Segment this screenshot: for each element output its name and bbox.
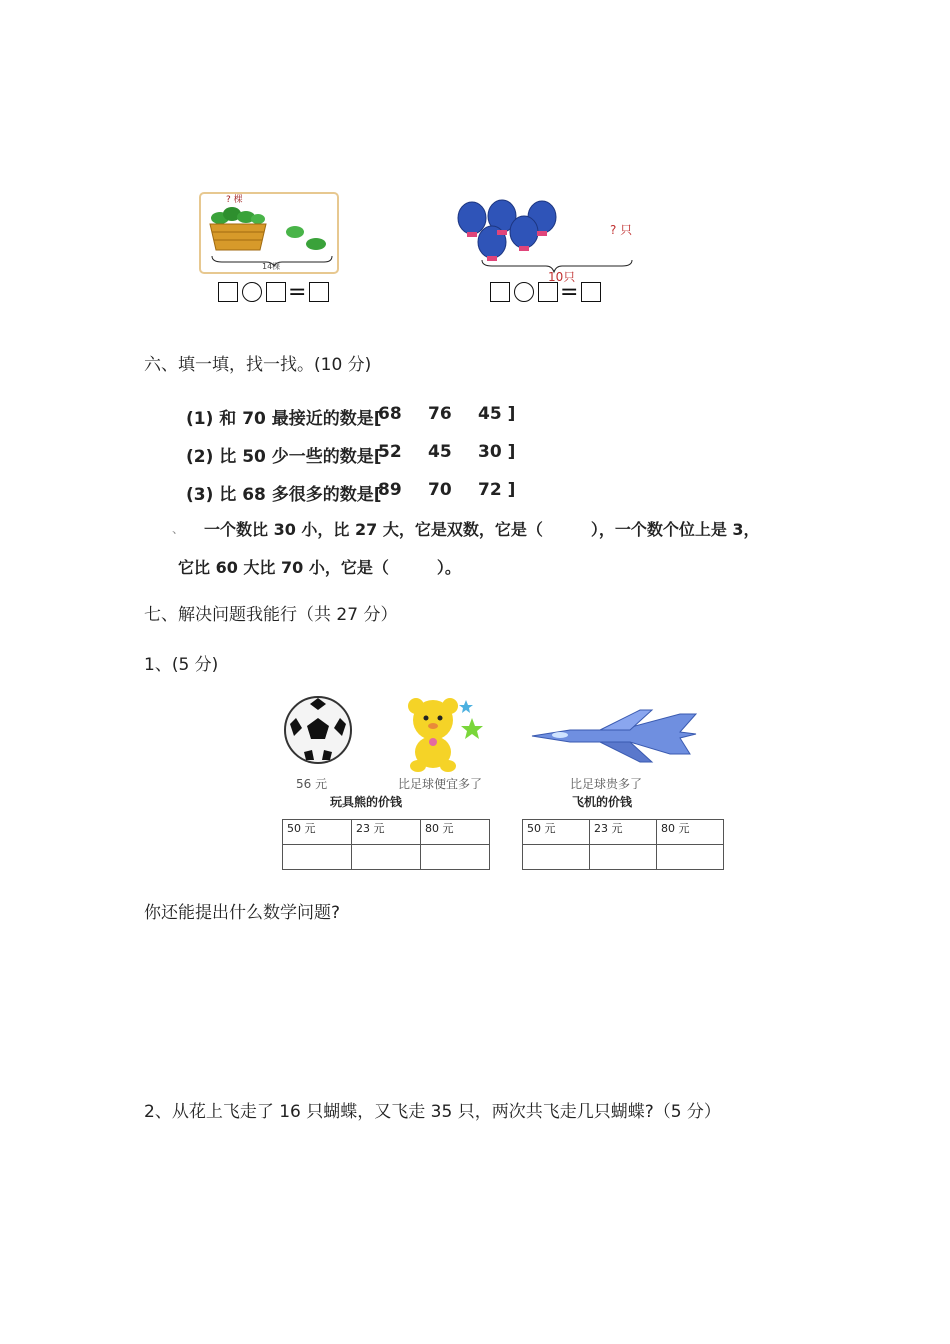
fill-line4-mark: 、 xyxy=(172,522,185,536)
question-mark-label: ? 只 xyxy=(610,223,633,237)
vegetable-problem-figure xyxy=(192,192,340,276)
fill-item-2 xyxy=(186,442,516,467)
fill-question: (2) 比 50 少一些的数是[ xyxy=(186,447,382,467)
bear-table-title: 玩具熊的价钱 xyxy=(330,795,403,809)
bracket-total-label: 14棵 xyxy=(262,262,281,271)
price-option[interactable]: 80 元 xyxy=(421,820,490,845)
section6-title: 六、填一填，找一找。(10 分) xyxy=(144,355,372,375)
soccer-ball-icon xyxy=(282,694,354,766)
section7-title: 七、解决问题我能行（共 27 分） xyxy=(144,605,398,625)
price-option[interactable]: 50 元 xyxy=(283,820,352,845)
fill-line4: 一个数比 30 小，比 27 大，它是双数，它是（ ），一个数个位上是 3， xyxy=(204,520,760,539)
plane-price-table xyxy=(522,819,724,870)
option-c[interactable]: 72 ] xyxy=(478,480,516,500)
price-figure xyxy=(144,686,724,886)
price-option[interactable]: 23 元 xyxy=(590,820,657,845)
fill-item-3 xyxy=(186,480,516,505)
fill-question: (1) 和 70 最接近的数是[ xyxy=(186,409,382,429)
answer-box[interactable] xyxy=(309,282,329,302)
answer-box[interactable] xyxy=(581,282,601,302)
balloon-problem-figure xyxy=(452,196,644,286)
fill-question: (3) 比 68 多很多的数是[ xyxy=(186,485,382,505)
answer-box[interactable] xyxy=(490,282,510,302)
option-b[interactable]: 76 xyxy=(428,404,452,424)
equation-right xyxy=(488,280,603,305)
price-option[interactable]: 50 元 xyxy=(523,820,590,845)
equation-left xyxy=(216,280,331,305)
option-a[interactable]: 89 xyxy=(378,480,402,500)
bracket-total-label: 10只 xyxy=(548,270,576,284)
price-option[interactable]: 23 元 xyxy=(352,820,421,845)
answer-box[interactable] xyxy=(266,282,286,302)
question-1-label: 1、(5 分) xyxy=(144,655,219,675)
check-cell[interactable] xyxy=(657,845,724,870)
plane-caption: 比足球贵多了 xyxy=(570,777,643,791)
answer-box[interactable] xyxy=(538,282,558,302)
price-option[interactable]: 80 元 xyxy=(657,820,724,845)
plane-table-title: 飞机的价钱 xyxy=(572,795,633,809)
operator-circle[interactable] xyxy=(514,282,534,302)
bear-caption: 比足球便宜多了 xyxy=(398,777,483,791)
fill-line5: 它比 60 大比 70 小，它是（ ）。 xyxy=(178,558,461,577)
option-b[interactable]: 45 xyxy=(428,442,452,462)
check-cell[interactable] xyxy=(590,845,657,870)
teddy-bear-icon xyxy=(400,696,484,774)
option-a[interactable]: 68 xyxy=(378,404,402,424)
fill-item-1 xyxy=(186,404,516,429)
option-b[interactable]: 70 xyxy=(428,480,452,500)
question-mark-label: ? 棵 xyxy=(226,195,243,205)
question-2: 2、从花上飞走了 16 只蝴蝶，又飞走 35 只，两次共飞走几只蝴蝶?（5 分） xyxy=(144,1102,721,1122)
option-a[interactable]: 52 xyxy=(378,442,402,462)
ball-price: 56 元 xyxy=(296,777,328,791)
followup-question: 你还能提出什么数学问题? xyxy=(144,903,341,923)
equals-sign: = xyxy=(288,280,308,305)
check-cell[interactable] xyxy=(283,845,352,870)
check-cell[interactable] xyxy=(523,845,590,870)
equals-sign: = xyxy=(560,280,580,305)
option-c[interactable]: 30 ] xyxy=(478,442,516,462)
fighter-jet-icon xyxy=(530,708,700,764)
option-c[interactable]: 45 ] xyxy=(478,404,516,424)
answer-box[interactable] xyxy=(218,282,238,302)
check-cell[interactable] xyxy=(352,845,421,870)
operator-circle[interactable] xyxy=(242,282,262,302)
bear-price-table xyxy=(282,819,490,870)
check-cell[interactable] xyxy=(421,845,490,870)
